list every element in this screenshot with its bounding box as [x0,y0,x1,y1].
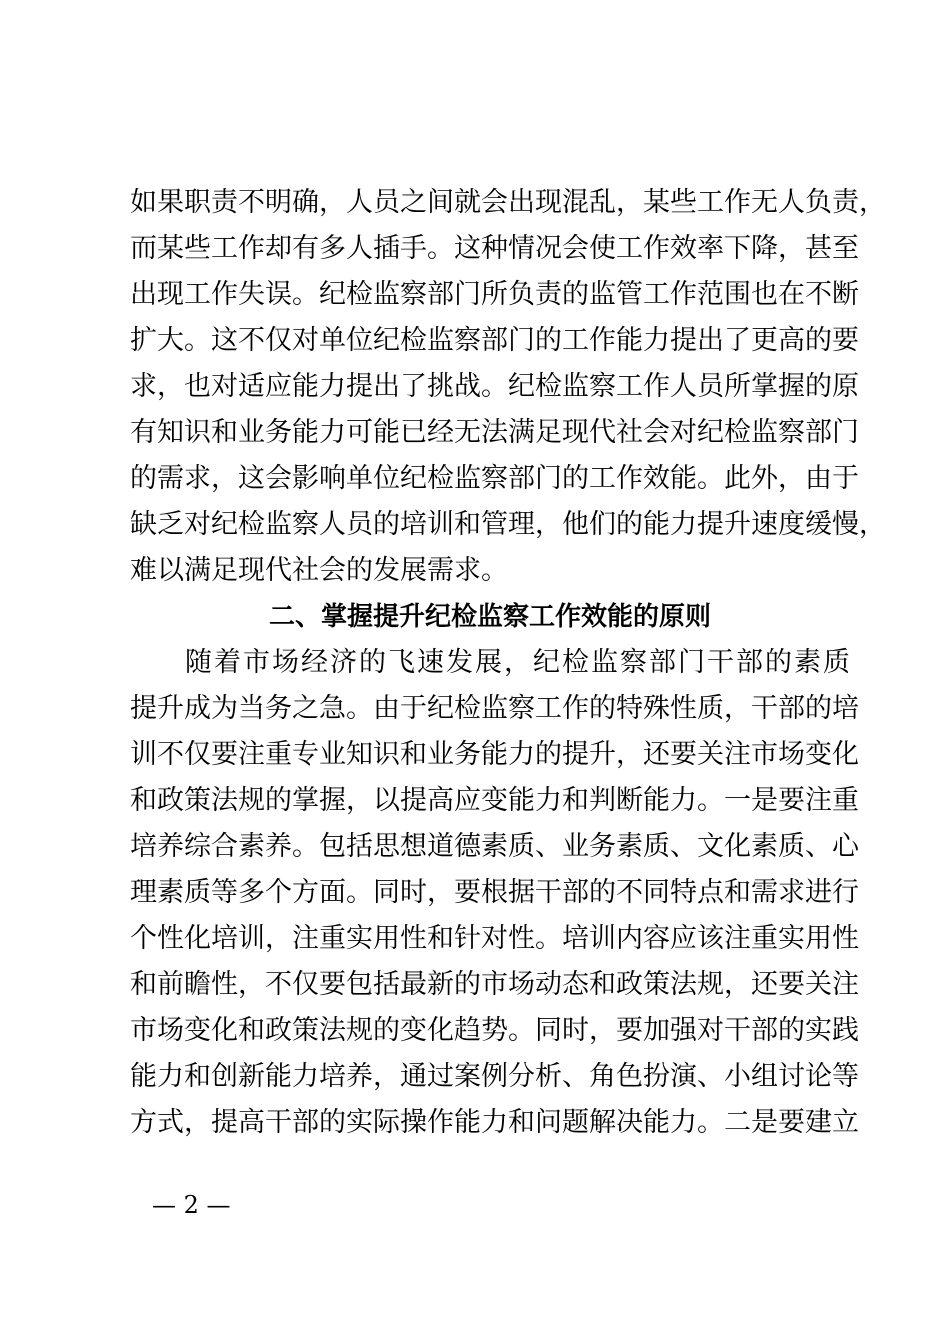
paragraph2-line-5: 培养综合素养。包括思想道德素质、业务素质、文化素质、心 [130,831,859,862]
paragraph1-line-6: 有知识和业务能力可能已经无法满足现代社会对纪检监察部门 [130,417,859,448]
paragraph1-line-1: 如果职责不明确，人员之间就会出现混乱，某些工作无人负责， [130,187,886,218]
paragraph1-line-4: 扩大。这不仅对单位纪检监察部门的工作能力提出了更高的要 [130,325,859,356]
paragraph2-line-6: 理素质等多个方面。同时，要根据干部的不同特点和需求进行 [130,877,859,908]
paragraph2-line-7: 个性化培训，注重实用性和针对性。培训内容应该注重实用性 [130,923,859,954]
paragraph2-line-11: 方式，提高干部的实际操作能力和问题解决能力。二是要建立 [130,1107,859,1138]
paragraph2-line-1: 随着市场经济的飞速发展，纪检监察部门干部的素质 [185,647,850,678]
page-number: — 2 — [152,1191,231,1219]
paragraph2-line-2: 提升成为当务之急。由于纪检监察工作的特殊性质，干部的培 [130,693,859,724]
paragraph2-line-10: 能力和创新能力培养，通过案例分析、角色扮演、小组讨论等 [130,1061,859,1092]
paragraph1-line-3: 出现工作失误。纪检监察部门所负责的监管工作范围也在不断 [130,279,859,310]
paragraph1-line-8: 缺乏对纪检监察人员的培训和管理，他们的能力提升速度缓慢， [130,509,886,540]
paragraph2-line-8: 和前瞻性，不仅要包括最新的市场动态和政策法规，还要关注 [130,969,859,1000]
paragraph1-line-5: 求，也对适应能力提出了挑战。纪检监察工作人员所掌握的原 [130,371,859,402]
paragraph1-line-2: 而某些工作却有多人插手。这种情况会使工作效率下降，甚至 [130,233,859,264]
paragraph2-line-3: 训不仅要注重专业知识和业务能力的提升，还要关注市场变化 [130,739,859,770]
paragraph2-line-9: 市场变化和政策法规的变化趋势。同时，要加强对干部的实践 [130,1015,859,1046]
section-heading: 二、掌握提升纪检监察工作效能的原则 [268,602,711,632]
paragraph1-line-9: 难以满足现代社会的发展需求。 [130,555,508,586]
paragraph1-line-7: 的需求，这会影响单位纪检监察部门的工作效能。此外，由于 [130,463,859,494]
paragraph2-line-4: 和政策法规的掌握，以提高应变能力和判断能力。一是要注重 [130,785,859,816]
